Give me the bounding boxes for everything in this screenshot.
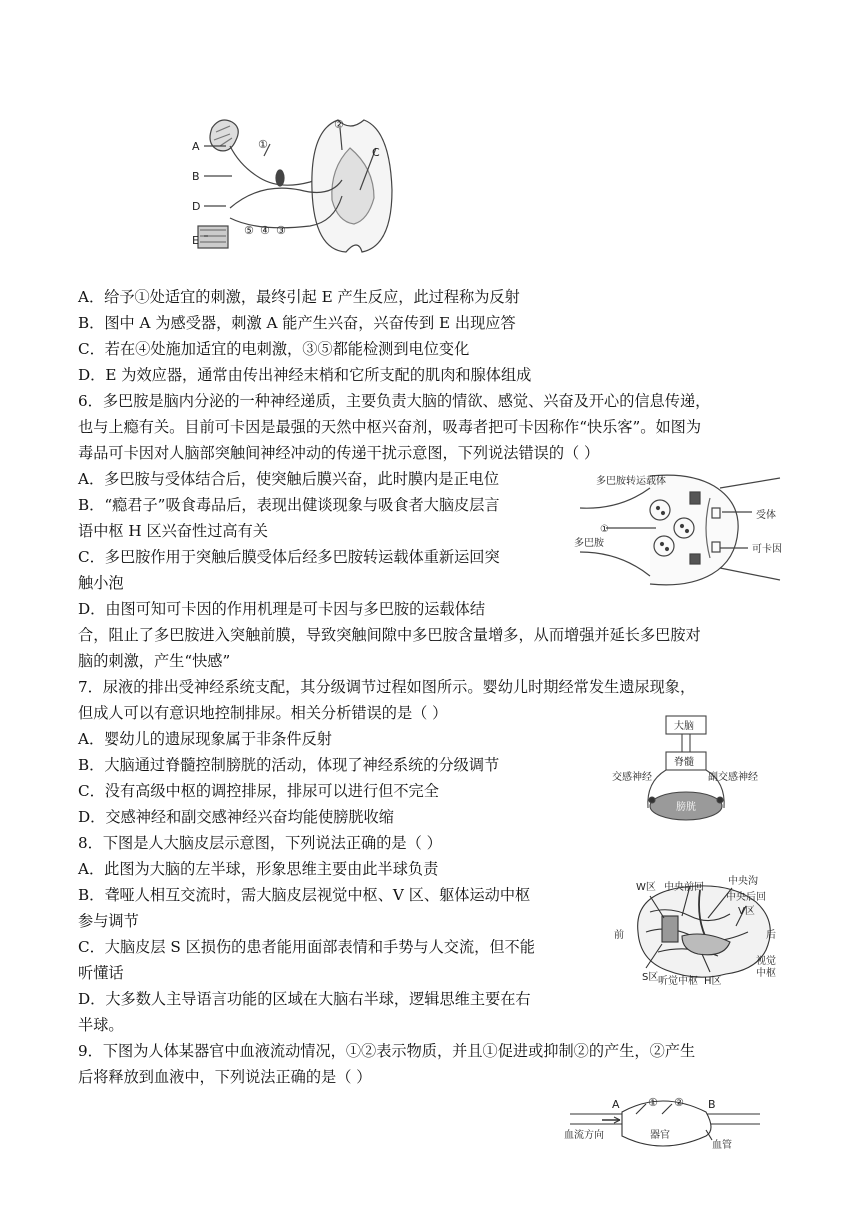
label-visual-center: 中枢 bbox=[756, 968, 776, 979]
label-a: A bbox=[612, 1098, 620, 1111]
q8-option-c-line1: C．大脑皮层 S 区损伤的患者能用面部表情和手势与人交流，但不能 bbox=[78, 938, 535, 956]
label-b: B bbox=[708, 1098, 716, 1111]
q6-stem-line3: 毒品可卡因对人脑部突触间神经冲动的传递干扰示意图，下列说法错误的（ ） bbox=[78, 444, 600, 462]
q8-option-b-line2: 参与调节 bbox=[78, 912, 139, 930]
label-1: ① bbox=[648, 1096, 658, 1109]
q9-stem-line2: 后将释放到血液中，下列说法正确的是（ ） bbox=[78, 1068, 372, 1086]
q7-stem-line1: 7．尿液的排出受神经系统支配，其分级调节过程如图所示。婴幼儿时期经常发生遗尿现象， bbox=[78, 678, 696, 696]
q8-option-b-line1: B．聋哑人相互交流时，需大脑皮层视觉中枢、V 区、躯体运动中枢 bbox=[78, 886, 531, 904]
q6-option-b-line2: 语中枢 H 区兴奋性过高有关 bbox=[78, 522, 268, 540]
label-postcentral-gyrus: 中央后回 bbox=[726, 892, 766, 903]
q6-option-d-line2: 合，阻止了多巴胺进入突触前膜，导致突触间隙中多巴胺含量增多，从而增强并延长多巴胺对 bbox=[78, 626, 701, 644]
label-spinal-cord: 脊髓 bbox=[674, 757, 694, 768]
label-4: ④ bbox=[260, 224, 270, 237]
q7-option-d: D．交感神经和副交感神经兴奋均能使膀胱收缩 bbox=[78, 808, 394, 826]
label-w-area: W区 bbox=[636, 882, 656, 893]
label-parasympathetic: 副交感神经 bbox=[708, 772, 758, 783]
label-bladder: 膀胱 bbox=[676, 802, 696, 813]
q5-option-c: C．若在④处施加适宜的电刺激，③⑤都能检测到电位变化 bbox=[78, 340, 470, 358]
cerebral-cortex-diagram bbox=[610, 872, 790, 988]
label-B: B bbox=[192, 170, 200, 183]
label-precentral-gyrus: 中央前回 bbox=[664, 882, 704, 893]
q6-stem-line1: 6．多巴胺是脑内分泌的一种神经递质，主要负责大脑的情欲、感觉、兴奋及开心的信息传递， bbox=[78, 392, 711, 410]
label-receptor: 受体 bbox=[756, 510, 776, 521]
q8-option-a: A．此图为大脑的左半球，形象思维主要由此半球负责 bbox=[78, 860, 439, 878]
q7-option-a: A．婴幼儿的遗尿现象属于非条件反射 bbox=[78, 730, 332, 748]
label-s-area: S区 bbox=[642, 972, 659, 983]
label-2: ② bbox=[334, 118, 344, 131]
label-E: E bbox=[192, 234, 199, 247]
q6-option-b-line1: B．“瘾君子”吸食毒品后，表现出健谈现象与吸食者大脑皮层言 bbox=[78, 496, 500, 514]
label-D: D bbox=[192, 200, 201, 213]
label-A: A bbox=[192, 140, 200, 153]
q6-option-a: A．多巴胺与受体结合后，使突触后膜兴奋，此时膜内是正电位 bbox=[78, 470, 500, 488]
label-5: ⑤ bbox=[244, 224, 254, 237]
label-sympathetic: 交感神经 bbox=[612, 772, 652, 783]
urination-control-diagram bbox=[610, 712, 780, 824]
label-3: ③ bbox=[276, 224, 286, 237]
label-dopamine: 多巴胺 bbox=[574, 538, 604, 549]
label-v-area: V区 bbox=[738, 906, 755, 917]
q6-option-d-line1: D．由图可知可卡因的作用机理是可卡因与多巴胺的运载体结 bbox=[78, 600, 486, 618]
label-auditory-center: 听觉中枢 bbox=[658, 976, 698, 987]
q7-option-c: C．没有高级中枢的调控排尿，排尿可以进行但不完全 bbox=[78, 782, 439, 800]
label-C: C bbox=[372, 146, 380, 159]
q8-option-c-line2: 听懂话 bbox=[78, 964, 124, 982]
label-h-area: H区 bbox=[704, 976, 722, 987]
reflex-arc-diagram bbox=[190, 108, 410, 260]
q9-stem-line1: 9．下图为人体某器官中血液流动情况，①②表示物质，并且①促进或抑制②的产生，②产生 bbox=[78, 1042, 696, 1060]
q7-stem-line2: 但成人可以有意识地控制排尿。相关分析错误的是（ ） bbox=[78, 704, 448, 722]
q6-stem-line2: 也与上瘾有关。目前可卡因是最强的天然中枢兴奋剂，吸毒者把可卡因称作“快乐客”。如图为 bbox=[78, 418, 702, 436]
q5-option-d: D．E 为效应器，通常由传出神经末梢和它所支配的肌肉和腺体组成 bbox=[78, 366, 532, 384]
label-blood-vessel: 血管 bbox=[712, 1140, 732, 1151]
label-transporter: 多巴胺转运载体 bbox=[596, 476, 666, 487]
q6-option-c-line2: 触小泡 bbox=[78, 574, 124, 592]
label-2: ② bbox=[674, 1096, 684, 1109]
q5-option-b: B．图中 A 为感受器，刺激 A 能产生兴奋，兴奋传到 E 出现应答 bbox=[78, 314, 516, 332]
label-blood-flow-direction: 血流方向 bbox=[564, 1130, 604, 1141]
label-1: ① bbox=[600, 524, 609, 535]
q8-option-d-line2: 半球。 bbox=[78, 1016, 124, 1034]
q8-option-d-line1: D．大多数人主导语言功能的区域在大脑右半球，逻辑思维主要在右 bbox=[78, 990, 531, 1008]
synapse-cocaine-diagram bbox=[570, 468, 790, 586]
label-cocaine: 可卡因 bbox=[752, 544, 782, 555]
label-1: ① bbox=[258, 138, 268, 151]
label-back: 后 bbox=[766, 930, 776, 941]
q6-option-c-line1: C．多巴胺作用于突触后膜受体后经多巴胺转运载体重新运回突 bbox=[78, 548, 500, 566]
q5-option-a: A．给予①处适宜的刺激，最终引起 E 产生反应，此过程称为反射 bbox=[78, 288, 520, 306]
q6-option-d-line3: 脑的刺激，产生“快感” bbox=[78, 652, 231, 670]
label-central-sulcus: 中央沟 bbox=[728, 876, 758, 887]
blood-flow-diagram bbox=[562, 1090, 772, 1154]
q7-option-b: B．大脑通过脊髓控制膀胱的活动，体现了神经系统的分级调节 bbox=[78, 756, 500, 774]
q8-stem: 8．下图是人大脑皮层示意图，下列说法正确的是（ ） bbox=[78, 834, 442, 852]
label-brain: 大脑 bbox=[674, 721, 694, 732]
label-visual: 视觉 bbox=[756, 956, 776, 967]
label-front: 前 bbox=[614, 930, 624, 941]
label-organ: 器官 bbox=[650, 1130, 670, 1141]
